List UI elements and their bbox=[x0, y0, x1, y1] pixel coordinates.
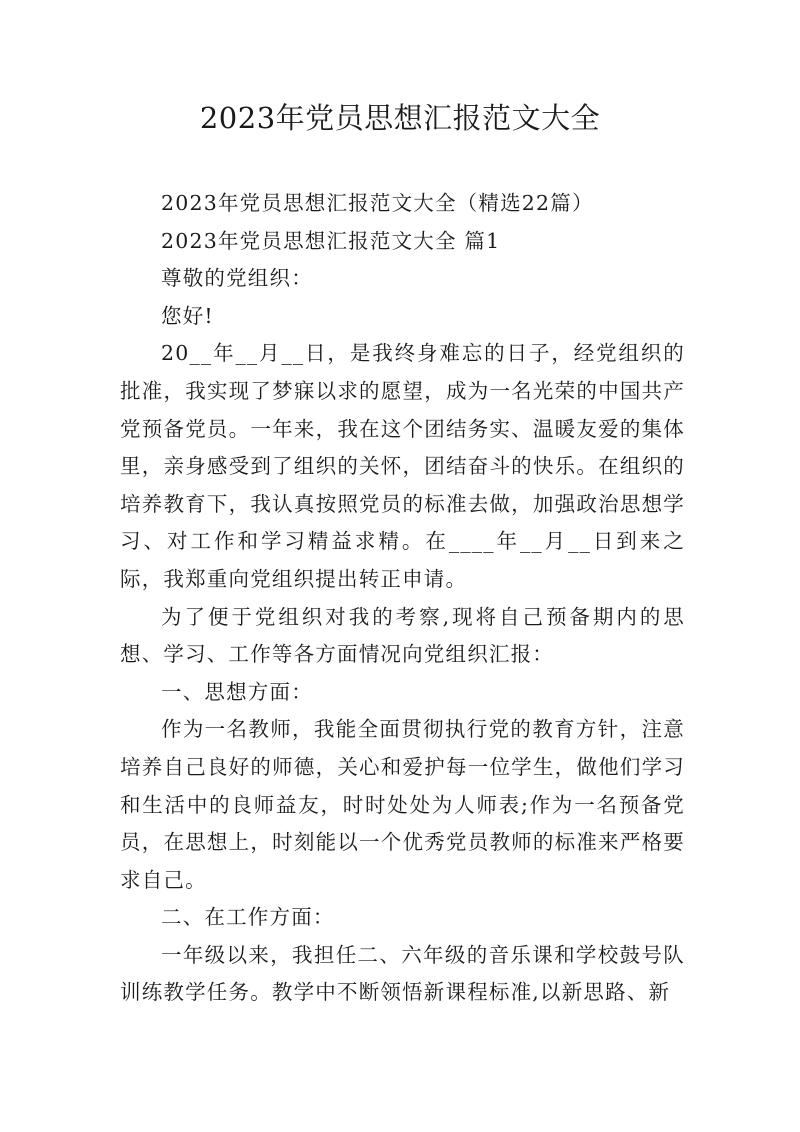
paragraph-work: 一年级以来，我担任二、六年级的音乐课和学校鼓号队训练教学任务。教学中不断领悟新课程标准,以新思路、新 bbox=[120, 942, 685, 1005]
paragraph-heading-work: 二、在工作方面： bbox=[161, 905, 335, 930]
paragraph-greeting: 您好! bbox=[161, 303, 214, 328]
paragraph-intro: 20__年__月__日，是我终身难忘的日子，经党组织的批准，我实现了梦寐以求的愿望，成为一名光荣的中国共产党预备党员。一年来，我在这个团结务实、温暖友爱的集体里，亲身感受到了组织的关怀，团结奋斗的快乐。在组织的培养教育下，我认真按照党员的标准去做，加强政治思想学习、对工作和学习精益求精。在____年__月__日到来之际，我郑重向党组织提出转正申请。 bbox=[120, 341, 685, 591]
document-body bbox=[120, 185, 685, 1012]
paragraph-purpose: 为了便于党组织对我的考察,现将自己预备期内的思想、学习、工作等各方面情况向党组织汇报： bbox=[120, 604, 685, 667]
paragraph-salutation: 尊敬的党组织： bbox=[161, 266, 313, 291]
document-title: 2023年党员思想汇报范文大全 bbox=[199, 101, 601, 135]
paragraph-thought: 作为一名教师，我能全面贯彻执行党的教育方针，注意培养自己良好的师德，关心和爱护每一位学生，做他们学习和生活中的良师益友，时时处处为人师表;作为一名预备党员，在思想上，时刻能以一个优秀党员教师的标准来严格要求自己。 bbox=[120, 717, 685, 892]
paragraph-section-heading: 2023年党员思想汇报范文大全 篇1 bbox=[161, 228, 501, 253]
paragraph-heading-thought: 一、思想方面： bbox=[161, 679, 313, 704]
paragraph-subtitle: 2023年党员思想汇报范文大全（精选22篇） bbox=[161, 191, 594, 215]
